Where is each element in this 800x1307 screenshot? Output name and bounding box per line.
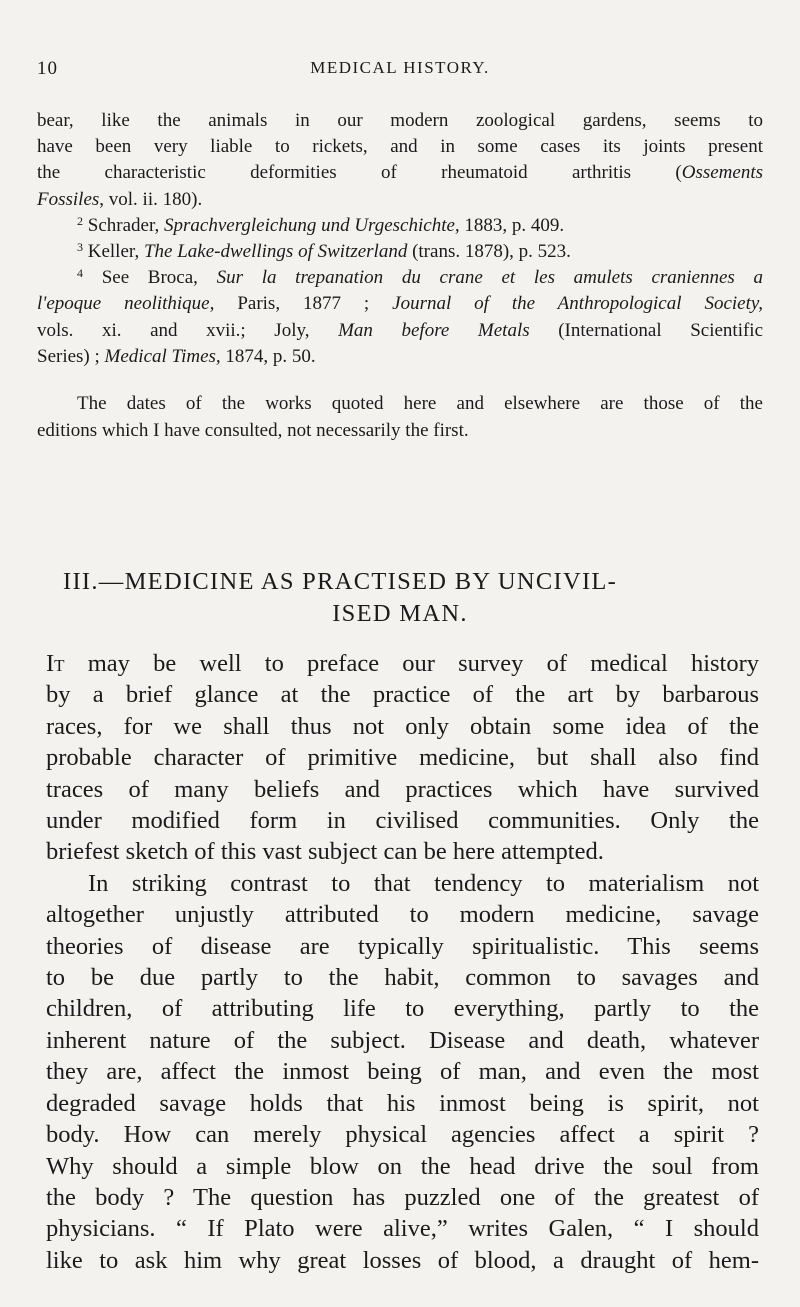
paragraph-1-first-text: may be well to preface our survey of medical history [87,650,760,677]
footnote-continued-line [37,160,763,186]
footnote-4-line-2 [37,291,763,317]
dates-note-line: editions which I have consulted, not necessarily the first. [37,419,469,441]
footnote-title: l'epoque neolithique, [37,293,215,315]
footnote-title: Fossiles [37,188,100,210]
paragraph-1-line: briefest sketch of this vast subject can be here attempted. [46,838,604,866]
paragraph-2-line: they are, affect the inmost being of man, and even the most [46,1058,759,1086]
paragraph-1-line [46,648,759,679]
footnote-text: Paris, 1877 ; [237,293,370,315]
section-heading [37,566,763,630]
paragraph-1-line: by a brief glance at the practice of the art by barbarous [46,681,759,709]
drop-word: It [46,650,65,677]
paragraph-2-line: children, of attributing life to everything, partly to the [46,995,759,1023]
footnote-details: 1883, p. 409. [464,214,565,236]
footnote-marker: 2 [77,213,83,228]
footnote-text: See Broca, [101,267,198,289]
footnote-text: Series) ; [37,345,100,367]
footnote-marker: 3 [77,240,83,255]
footnote-4-line-3 [37,318,763,344]
paragraph-2-line: the body ? The question has puzzled one of the greatest of [46,1183,759,1211]
footnote-author: Schrader, [87,214,160,236]
paragraph-1-line: under modified form in civilised communities. Only the [46,807,759,835]
footnote-4-line-1 [37,265,763,291]
body-text [46,648,759,1276]
footnote-continued-line: Fossiles, vol. ii. 180). [37,188,203,210]
running-head [37,58,763,88]
page-number: 10 [37,58,58,79]
footnote-continued-line: have been very liable to rickets, and in some cases its joints present [37,136,763,158]
paragraph-2-line: body. How can merely physical agencies affect a spirit ? [46,1121,759,1149]
section-heading-line-1: III.—MEDICINE AS PRACTISED BY UNCIVIL- [63,568,618,595]
paragraph-2-line: altogether unjustly attributed to modern medicine, savage [46,901,759,929]
footnote-title: The Lake-dwellings of Switzerland [143,241,408,263]
footnote-journal: Medical Times, [104,345,221,367]
footnote-title: Sprachvergleichung und Urgeschichte, [164,214,460,236]
paragraph-2-line: physicians. “ If Plato were alive,” writes Galen, “ I should [46,1215,759,1243]
paragraph-2-line: degraded savage holds that his inmost being is spirit, not [46,1089,759,1117]
running-title: MEDICAL HISTORY. [310,58,490,77]
paragraph-2-line: inherent nature of the subject. Disease and death, whatever [46,1026,759,1054]
footnote-3 [37,239,763,265]
dates-note [37,391,763,444]
footnote-continued-text: the characteristic deformities of rheumatoid arthritis (Ossements [37,162,763,184]
footnote-title: Sur la trepanation du crane et les amulets craniennes a [216,267,763,289]
footnote-text: (International Scientific [558,319,764,341]
footnote-author: Keller, [87,241,140,263]
paragraph-2-line: like to ask him why great losses of blood, a draught of hem- [46,1246,759,1274]
footnote-marker: 4 [77,266,83,281]
footnote-journal: Journal of the Anthropological Society, [392,293,764,315]
paragraph-2-line: Why should a simple blow on the head drive the soul from [46,1152,759,1180]
paragraph-1-line: probable character of primitive medicine, but shall also find [46,744,759,772]
footnote-text: vols. xi. and xvii.; Joly, [37,319,310,341]
paragraph-1-line: traces of many beliefs and practices which have survived [46,775,759,803]
footnote-title: Man before Metals [338,319,530,341]
paragraph-2-line: theories of disease are typically spiritualistic. This seems [46,932,759,960]
footnote-details: (trans. 1878), p. 523. [412,241,571,263]
footnote-2 [37,213,763,239]
paragraph-1-line: races, for we shall thus not only obtain some idea of the [46,712,759,740]
section-heading-line-2: ISED MAN. [332,600,468,627]
footnote-text: 1874, p. 50. [225,345,316,367]
footnotes [37,108,763,370]
paragraph-2-line: to be due partly to the habit, common to savages and [46,964,759,992]
footnote-continued-line: bear, like the animals in our modern zoological gardens, seems to [37,110,763,131]
dates-note-line: The dates of the works quoted here and elsewhere are those of the [77,393,763,414]
footnote-title: Ossements [681,162,763,184]
paragraph-2-line: In striking contrast to that tendency to materialism not [88,869,759,897]
footnote-4-line-4 [37,344,763,370]
